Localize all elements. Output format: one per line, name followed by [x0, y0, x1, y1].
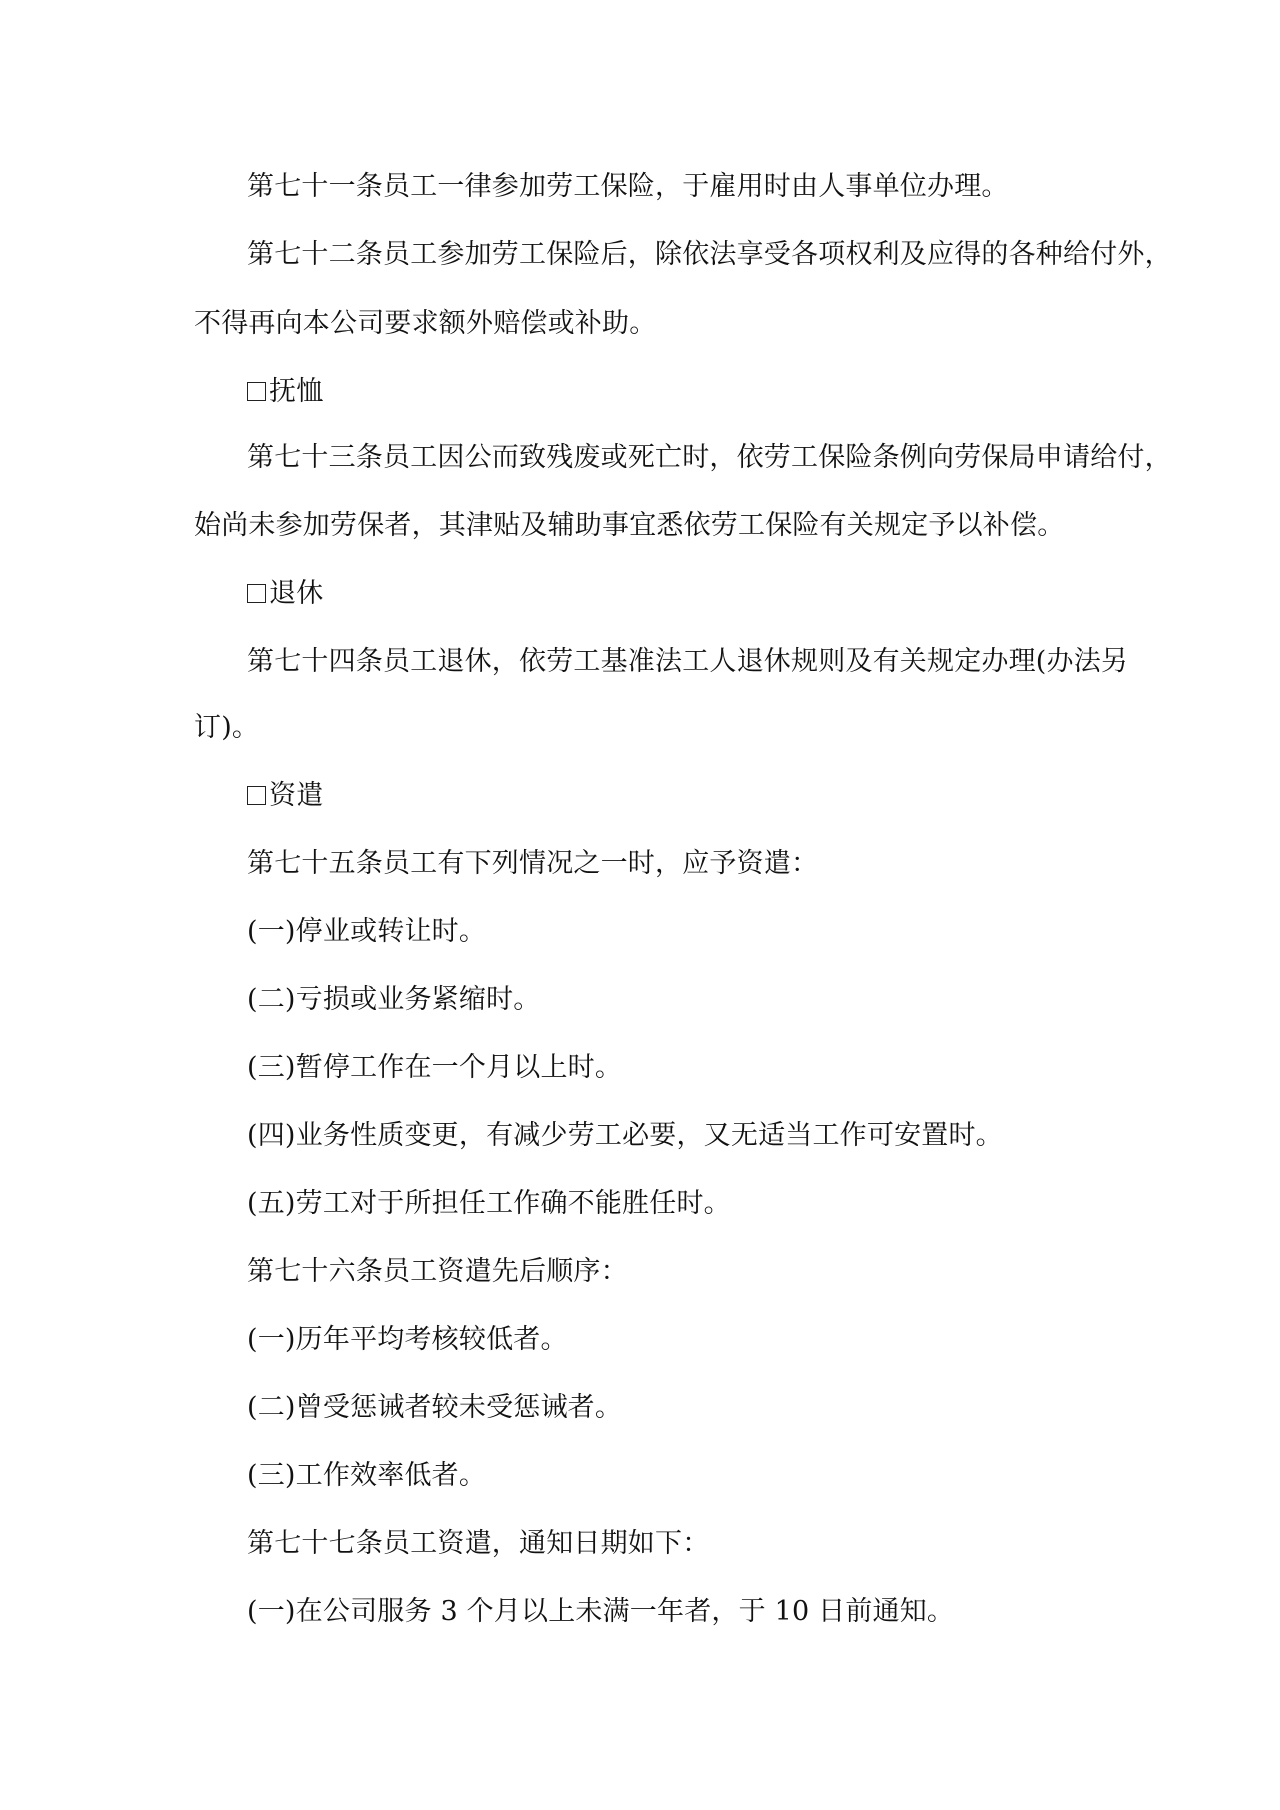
paragraph-article-77: 第七十七条员工资遣，通知日期如下： — [247, 1528, 710, 1559]
list-item: (三)暂停工作在一个月以上时。 — [247, 1052, 623, 1083]
list-item: (五)劳工对于所担任工作确不能胜任时。 — [247, 1188, 731, 1219]
list-item: (三)工作效率低者。 — [247, 1460, 487, 1491]
list-item: (一)停业或转让时。 — [247, 916, 487, 947]
list-item: (一)历年平均考核较低者。 — [247, 1324, 568, 1355]
paragraph-article-74-line1: 第七十四条员工退休，依劳工基准法工人退休规则及有关规定办理(办法另 — [247, 646, 1129, 677]
paragraph-article-73-line1: 第七十三条员工因公而致残废或死亡时，依劳工保险条例向劳保局申请给付， — [247, 442, 1172, 473]
section-heading-compensation: 抚恤 — [247, 375, 1147, 409]
paragraph-article-75: 第七十五条员工有下列情况之一时，应予资遣： — [247, 848, 819, 879]
paragraph-article-76: 第七十六条员工资遣先后顺序： — [247, 1256, 628, 1287]
section-heading-retirement: 退休 — [247, 577, 1147, 611]
list-item: (四)业务性质变更，有减少劳工必要，又无适当工作可安置时。 — [247, 1120, 1003, 1151]
section-heading-severance: 资遣 — [247, 779, 1147, 813]
checkbox-square-icon — [247, 786, 266, 805]
checkbox-square-icon — [247, 584, 266, 603]
paragraph-article-73-line2: 始尚未参加劳保者，其津贴及辅助事宜悉依劳工保险有关规定予以补偿。 — [194, 510, 1065, 541]
paragraph-article-72-line2: 不得再向本公司要求额外赔偿或补助。 — [194, 308, 657, 339]
list-item: (一)在公司服务 3 个月以上未满一年者，于 10 日前通知。 — [247, 1596, 955, 1627]
paragraph-article-74-line2: 订)。 — [194, 712, 260, 743]
checkbox-square-icon — [247, 382, 266, 401]
paragraph-article-71: 第七十一条员工一律参加劳工保险，于雇用时由人事单位办理。 — [247, 171, 1009, 202]
paragraph-article-72-line1: 第七十二条员工参加劳工保险后，除依法享受各项权利及应得的各种给付外， — [247, 239, 1172, 270]
list-item: (二)亏损或业务紧缩时。 — [247, 984, 541, 1015]
list-item: (二)曾受惩诫者较未受惩诫者。 — [247, 1392, 623, 1423]
